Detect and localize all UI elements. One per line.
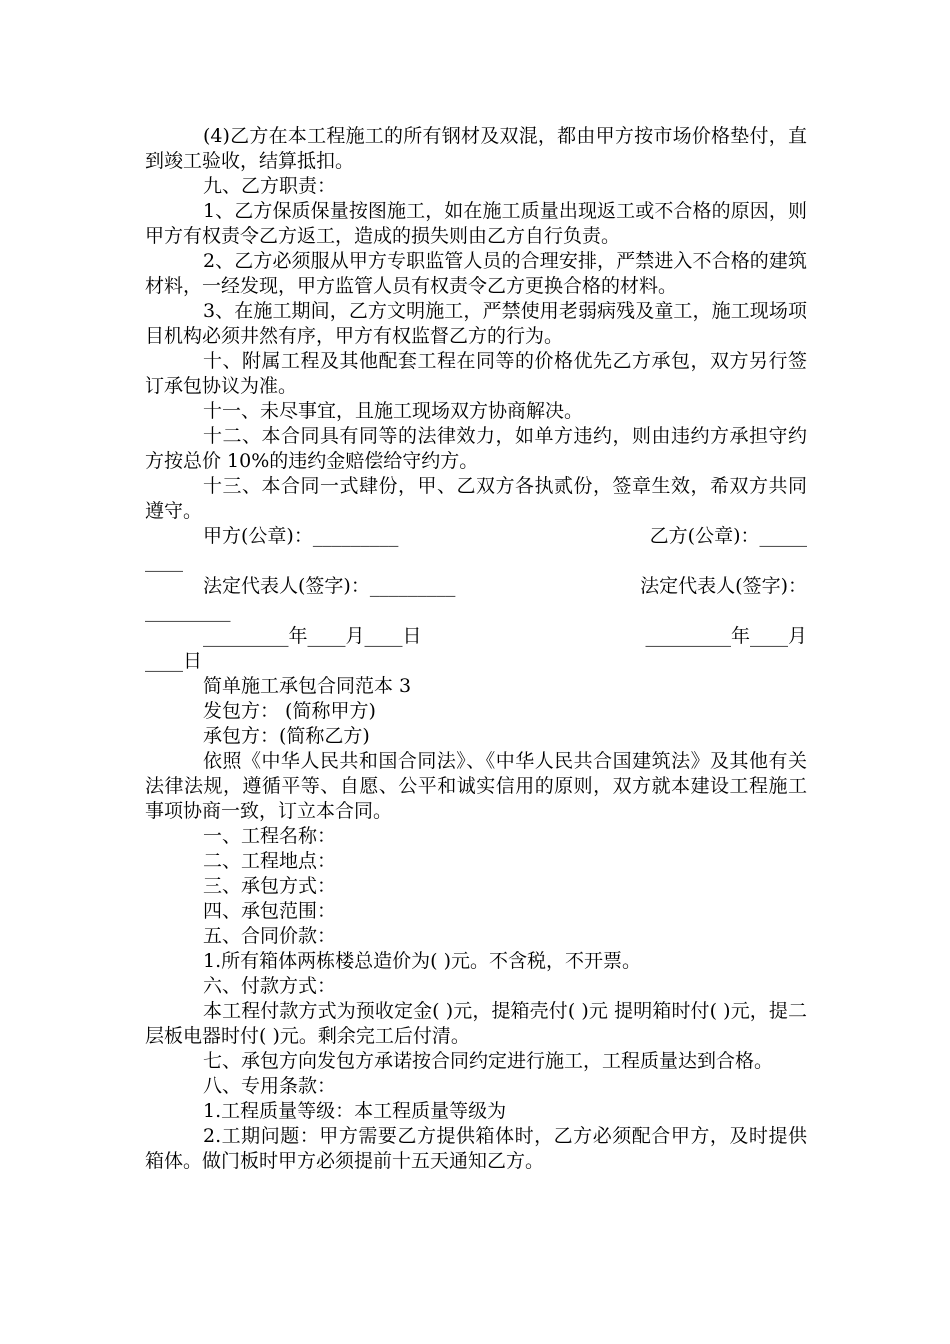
paragraph: 七、承包方向发包方承诺按合同约定进行施工，工程质量达到合格。 — [203, 1050, 774, 1072]
paragraph: 依照《中华人民共和国合同法》、《中华人民共合国建筑法》及其他有关法律法规，遵循平等、自愿、公平和诚实信用的原则，双方就本建设工程施工事项协商一致，订立本合同。 — [145, 750, 807, 822]
paragraph: 四、承包范围： — [203, 900, 337, 922]
signature-row-representative — [145, 574, 807, 624]
paragraph: 2、乙方必须服从甲方专职监管人员的合理安排，严禁进入不合格的建筑材料，一经发现，甲方监管人员有权责令乙方更换合格的材料。 — [145, 250, 807, 297]
paragraph: 三、承包方式： — [203, 875, 337, 897]
signature-row-date — [145, 624, 807, 674]
paragraph: 本工程付款方式为预收定金( )元，提箱壳付( )元 提明箱时付( )元，提二层板电器时付( )元。剩余完工后付清。 — [145, 1000, 807, 1047]
paragraph: 十、附属工程及其他配套工程在同等的价格优先乙方承包，双方另行签订承包协议为准。 — [145, 350, 807, 397]
paragraph: 3、在施工期间，乙方文明施工，严禁使用老弱病残及童工，施工现场项目机构必须井然有序，甲方有权监督乙方的行为。 — [145, 300, 807, 347]
paragraph: 八、专用条款： — [203, 1075, 337, 1097]
paragraph: 十一、未尽事宜，且施工现场双方协商解决。 — [203, 400, 584, 422]
party-b-date-field-continued: ____日 — [145, 650, 203, 672]
paragraph: 承包方：(简称乙方) — [203, 725, 370, 747]
paragraph: 五、合同价款： — [203, 925, 337, 947]
contract-clauses-section — [145, 124, 807, 524]
paragraph: 1、乙方保质保量按图施工，如在施工质量出现返工或不合格的原因，则甲方有权责令乙方返工，造成的损失则由乙方自行负责。 — [145, 200, 807, 247]
paragraph: 发包方： (简称甲方) — [203, 700, 376, 722]
party-b-representative-field: 法定代表人(签字)： — [640, 575, 807, 597]
signature-row-seal — [145, 524, 807, 574]
paragraph: 1.工程质量等级：本工程质量等级为 — [203, 1100, 507, 1122]
paragraph: 一、工程名称： — [203, 825, 337, 847]
party-a-seal-field: 甲方(公章)：_________ — [203, 525, 399, 547]
party-a-date-field: _________年____月____日 — [203, 625, 422, 647]
paragraph: 十二、本合同具有同等的法律效力，如单方违约，则由违约方承担守约方按总价 10%的违约金赔偿给守约方。 — [145, 425, 807, 472]
paragraph: 2.工期问题：甲方需要乙方提供箱体时，乙方必须配合甲方，及时提供箱体。做门板时甲方必须提前十五天通知乙方。 — [145, 1125, 807, 1172]
party-b-seal-field: 乙方(公章)：_____ — [649, 525, 807, 547]
party-b-date-field: _________年____月 — [645, 625, 807, 647]
paragraph: 九、乙方职责： — [203, 175, 337, 197]
party-b-seal-field-continued: ____ — [145, 550, 183, 572]
paragraph: 简单施工承包合同范本 3 — [203, 675, 412, 697]
paragraph: 1.所有箱体两栋楼总造价为( )元。不含税，不开票。 — [203, 950, 641, 972]
party-a-representative-field: 法定代表人(签字)：_________ — [203, 575, 456, 597]
contract-template-3-section — [145, 674, 807, 1174]
paragraph: 十三、本合同一式肆份，甲、乙双方各执贰份，签章生效，希双方共同遵守。 — [145, 475, 807, 522]
document-body — [145, 124, 807, 1174]
paragraph: (4)乙方在本工程施工的所有钢材及双混，都由甲方按市场价格垫付，直到竣工验收，结算抵扣。 — [145, 125, 807, 172]
paragraph: 二、工程地点： — [203, 850, 337, 872]
paragraph: 六、付款方式： — [203, 975, 337, 997]
party-b-representative-field-continued: _________ — [145, 600, 231, 622]
